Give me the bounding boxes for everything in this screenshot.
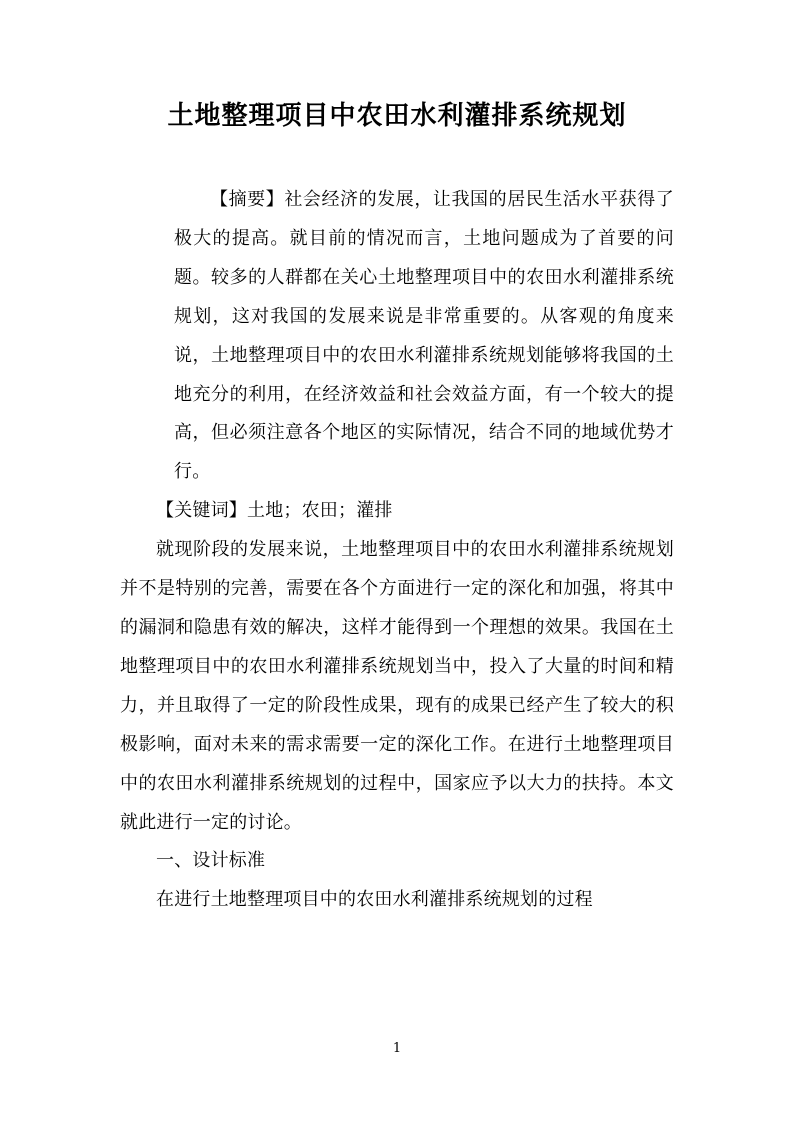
keywords-label: 【关键词】	[156, 500, 247, 522]
page-number: 1	[392, 1041, 402, 1056]
abstract-label: 【摘要】	[210, 189, 285, 210]
keywords-text: 土地；农田；灌排	[247, 500, 393, 522]
document-title: 土地整理项目中农田水利灌排系统规划	[167, 101, 627, 131]
section-paragraph: 在进行土地整理项目中的农田水利灌排系统规划的过程	[156, 889, 593, 911]
abstract-paragraph	[120, 181, 674, 492]
abstract-text: 社会经济的发展，让我国的居民生活水平获得了极大的提高。就目前的情况而言，土地问题成为了首要的问题。较多的人群都在关心土地整理项目中的农田水利灌排系统规划，这对我国的发展来说是非常重要的。从客观的角度来说，土地整理项目中的农田水利灌排系统规划能够将我国的土地充分的利用，在经济效益和社会效益方面，有一个较大的提高，但必须注意各个地区的实际情况，结合不同的地域优势才行。	[174, 189, 674, 483]
keywords-paragraph	[120, 492, 674, 531]
section-heading: 一、设计标准	[156, 850, 266, 872]
intro-paragraph: 就现阶段的发展来说，土地整理项目中的农田水利灌排系统规划并不是特别的完善，需要在各个方面进行一定的深化和加强，将其中的漏洞和隐患有效的解决，这样才能得到一个理想的效果。我国在土地整理项目中的农田水利灌排系统规划当中，投入了大量的时间和精力，并且取得了一定的阶段性成果，现有的成果已经产生了较大的积极影响，面对未来的需求需要一定的深化工作。在进行土地整理项目中的农田水利灌排系统规划的过程中，国家应予以大力的扶持。本文就此进行一定的讨论。	[120, 539, 674, 833]
document-body	[120, 181, 674, 920]
